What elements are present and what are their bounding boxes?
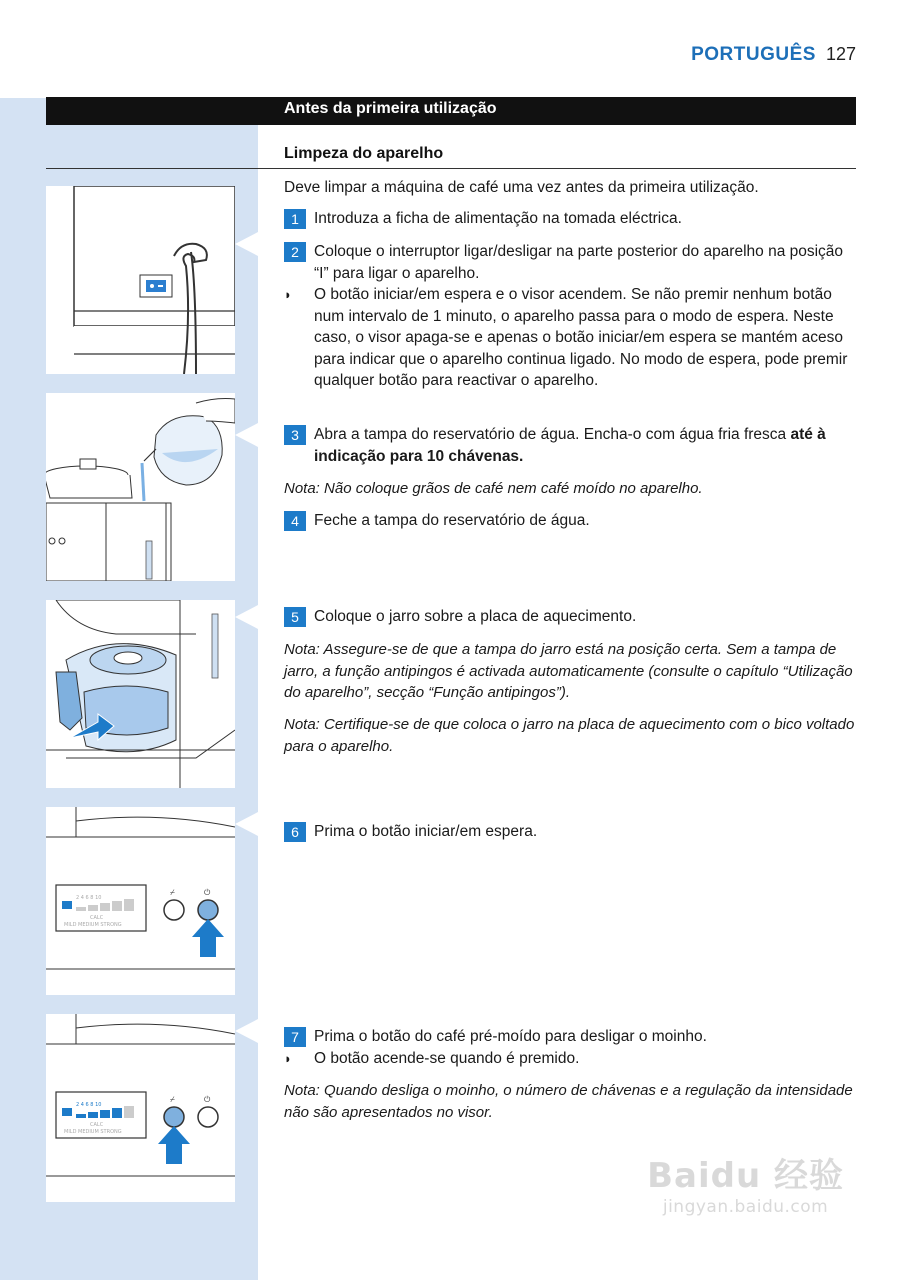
- svg-text:⌿: ⌿: [170, 888, 175, 897]
- step-number: 4: [284, 511, 306, 531]
- svg-text:⏻: ⏻: [204, 888, 211, 897]
- step-result-text: O botão acende-se quando é premido.: [314, 1049, 580, 1067]
- callout-pointer: [235, 812, 258, 836]
- callout-pointer: [235, 605, 258, 629]
- illustration-fill-water: [46, 393, 235, 581]
- step-number: 3: [284, 425, 306, 445]
- step-text: Feche a tampa do reservatório de água.: [314, 512, 590, 529]
- svg-text:⌿: ⌿: [170, 1095, 175, 1104]
- watermark: [647, 1148, 844, 1217]
- illustration-control-panel-ground-coffee: [46, 1014, 235, 1202]
- step-4: [284, 510, 858, 532]
- step-text: Prima o botão do café pré-moído para desligar o moinho.: [314, 1028, 707, 1045]
- step-text: Prima o botão iniciar/em espera.: [314, 823, 538, 840]
- callout-pointer: [235, 232, 258, 256]
- svg-text:2 4 6 8 10: 2 4 6 8 10: [76, 895, 102, 901]
- section-title: Antes da primeira utilização: [284, 100, 497, 117]
- step-number: 1: [284, 209, 306, 229]
- step-text: Introduza a ficha de alimentação na tomada eléctrica.: [314, 210, 682, 227]
- step-text: Coloque o jarro sobre a placa de aquecimento.: [314, 608, 637, 625]
- svg-text:⏻: ⏻: [204, 1095, 211, 1104]
- svg-text:MILD MEDIUM STRONG: MILD MEDIUM STRONG: [64, 922, 122, 928]
- subsection-divider: [46, 168, 856, 169]
- step-number: 5: [284, 607, 306, 627]
- bullet-icon: ◗: [284, 1050, 292, 1066]
- illustration-place-jug: [46, 600, 235, 788]
- callout-pointer: [235, 1019, 258, 1043]
- step-result-text: O botão iniciar/em espera e o visor acendem. Se não premir nenhum botão num intervalo de 1 minuto, o aparelho passa para o modo de espera. Neste caso, o visor apaga-se e apenas o botão iniciar/em espera se mantém aceso para indicar que o aparelho continua ligado. No modo de espera, pode premir qualquer botão para reactivar o aparelho.: [314, 286, 848, 389]
- step-text: Abra a tampa do reservatório de água. Encha-o com água fria fresca até à indicação para 10 chávenas.: [314, 426, 826, 465]
- note-text: Nota: Certifique-se de que coloca o jarro na placa de aquecimento com o bico voltado para o aparelho.: [284, 716, 855, 755]
- note-text: Nota: Quando desliga o moinho, o número de chávenas e a regulação da intensidade não são apresentados no visor.: [284, 1082, 853, 1121]
- watermark-url: jingyan.baidu.com: [662, 1197, 829, 1217]
- step-number: 6: [284, 822, 306, 842]
- intro-text: Deve limpar a máquina de café uma vez antes da primeira utilização.: [284, 179, 759, 196]
- watermark-brand: Baidu 经验: [647, 1156, 844, 1196]
- illustration-plug-switch: [46, 186, 235, 374]
- bullet-icon: ◗: [284, 287, 292, 302]
- language-label: PORTUGUÊS: [691, 44, 816, 65]
- step-6: [284, 821, 858, 843]
- svg-text:MILD MEDIUM STRONG: MILD MEDIUM STRONG: [64, 1129, 122, 1135]
- svg-text:CALC: CALC: [90, 1122, 104, 1128]
- note-text: Nota: Assegure-se de que a tampa do jarro está na posição certa. Sem a tampa de jarro, a função antipingos é activada automaticamente (consulte o capítulo “Utilização do aparelho”, secção “Função antipingos”).: [284, 641, 853, 701]
- step-2: [284, 241, 858, 392]
- step-7: [284, 1026, 858, 1069]
- step-5: [284, 606, 858, 628]
- svg-text:2 4 6 8 10: 2 4 6 8 10: [76, 1102, 102, 1108]
- subsection-title: Limpeza do aparelho: [284, 145, 444, 162]
- step-1: [284, 208, 858, 230]
- step-3: [284, 424, 858, 467]
- note-text: Nota: Não coloque grãos de café nem café moído no aparelho.: [284, 480, 703, 497]
- step-text: Coloque o interruptor ligar/desligar na parte posterior do aparelho na posição “I” para ligar o aparelho.: [314, 243, 844, 282]
- svg-text:CALC: CALC: [90, 915, 104, 921]
- callout-pointer: [235, 423, 258, 447]
- page-number: 127: [825, 44, 856, 64]
- illustration-control-panel-power: [46, 807, 235, 995]
- step-number: 2: [284, 242, 306, 262]
- step-number: 7: [284, 1027, 306, 1047]
- page-header: [691, 44, 856, 66]
